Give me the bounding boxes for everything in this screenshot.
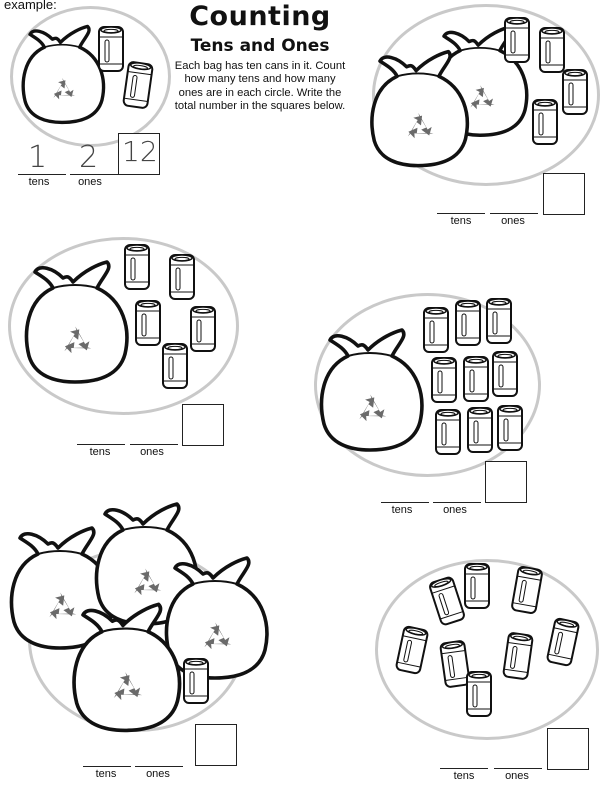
problem-2-tens-blank[interactable] — [77, 444, 125, 445]
problem-4-tens-blank[interactable] — [83, 766, 131, 767]
problem-2-ones-label: ones — [140, 446, 164, 458]
problem-1-tens-blank[interactable] — [437, 213, 485, 214]
example-ones-blank — [70, 174, 118, 175]
problem-1-ones-blank[interactable] — [490, 213, 538, 214]
problem-3-ones-label: ones — [443, 504, 467, 516]
problem-5-total-box[interactable] — [547, 728, 589, 770]
example-ones-label: ones — [78, 176, 102, 188]
problem-2-circle — [8, 237, 239, 415]
example-ones-answer: 2 — [79, 140, 99, 175]
problem-5-circle — [375, 559, 599, 740]
problem-2-total-box[interactable] — [182, 404, 224, 446]
problem-1-total-box[interactable] — [543, 173, 585, 215]
problem-3-total-box[interactable] — [485, 461, 527, 503]
example-tens-blank — [18, 174, 66, 175]
problem-1-tens-label: tens — [450, 215, 472, 227]
problem-5-ones-label: ones — [505, 770, 529, 782]
problem-1-circle — [372, 4, 600, 186]
problem-5-tens-label: tens — [453, 770, 475, 782]
problem-3-circle — [314, 293, 541, 477]
problem-3-tens-label: tens — [391, 504, 413, 516]
problem-4-total-box[interactable] — [195, 724, 237, 766]
example-tens-label: tens — [28, 176, 50, 188]
problem-2-ones-blank[interactable] — [130, 444, 178, 445]
instructions-text: Each bag has ten cans in it. Count how many tens and how many ones are in each circle. Write the total number in the squares below. — [174, 60, 346, 113]
example-tens-answer: 1 — [28, 140, 48, 175]
problem-3-tens-blank[interactable] — [381, 502, 429, 503]
problem-5-ones-blank[interactable] — [494, 768, 542, 769]
example-label: example: — [4, 0, 57, 12]
problem-4-ones-label: ones — [146, 768, 170, 780]
problem-5-tens-blank[interactable] — [440, 768, 488, 769]
problem-4-ones-blank[interactable] — [135, 766, 183, 767]
problem-2-tens-label: tens — [89, 446, 111, 458]
example-total-answer: 12 — [122, 135, 158, 168]
problem-1-ones-label: ones — [501, 215, 525, 227]
problem-4-tens-label: tens — [95, 768, 117, 780]
problem-3-ones-blank[interactable] — [433, 502, 481, 503]
problem-4-circle — [28, 548, 246, 732]
worksheet-title: Counting — [189, 1, 331, 32]
worksheet-subtitle: Tens and Ones — [190, 36, 330, 56]
